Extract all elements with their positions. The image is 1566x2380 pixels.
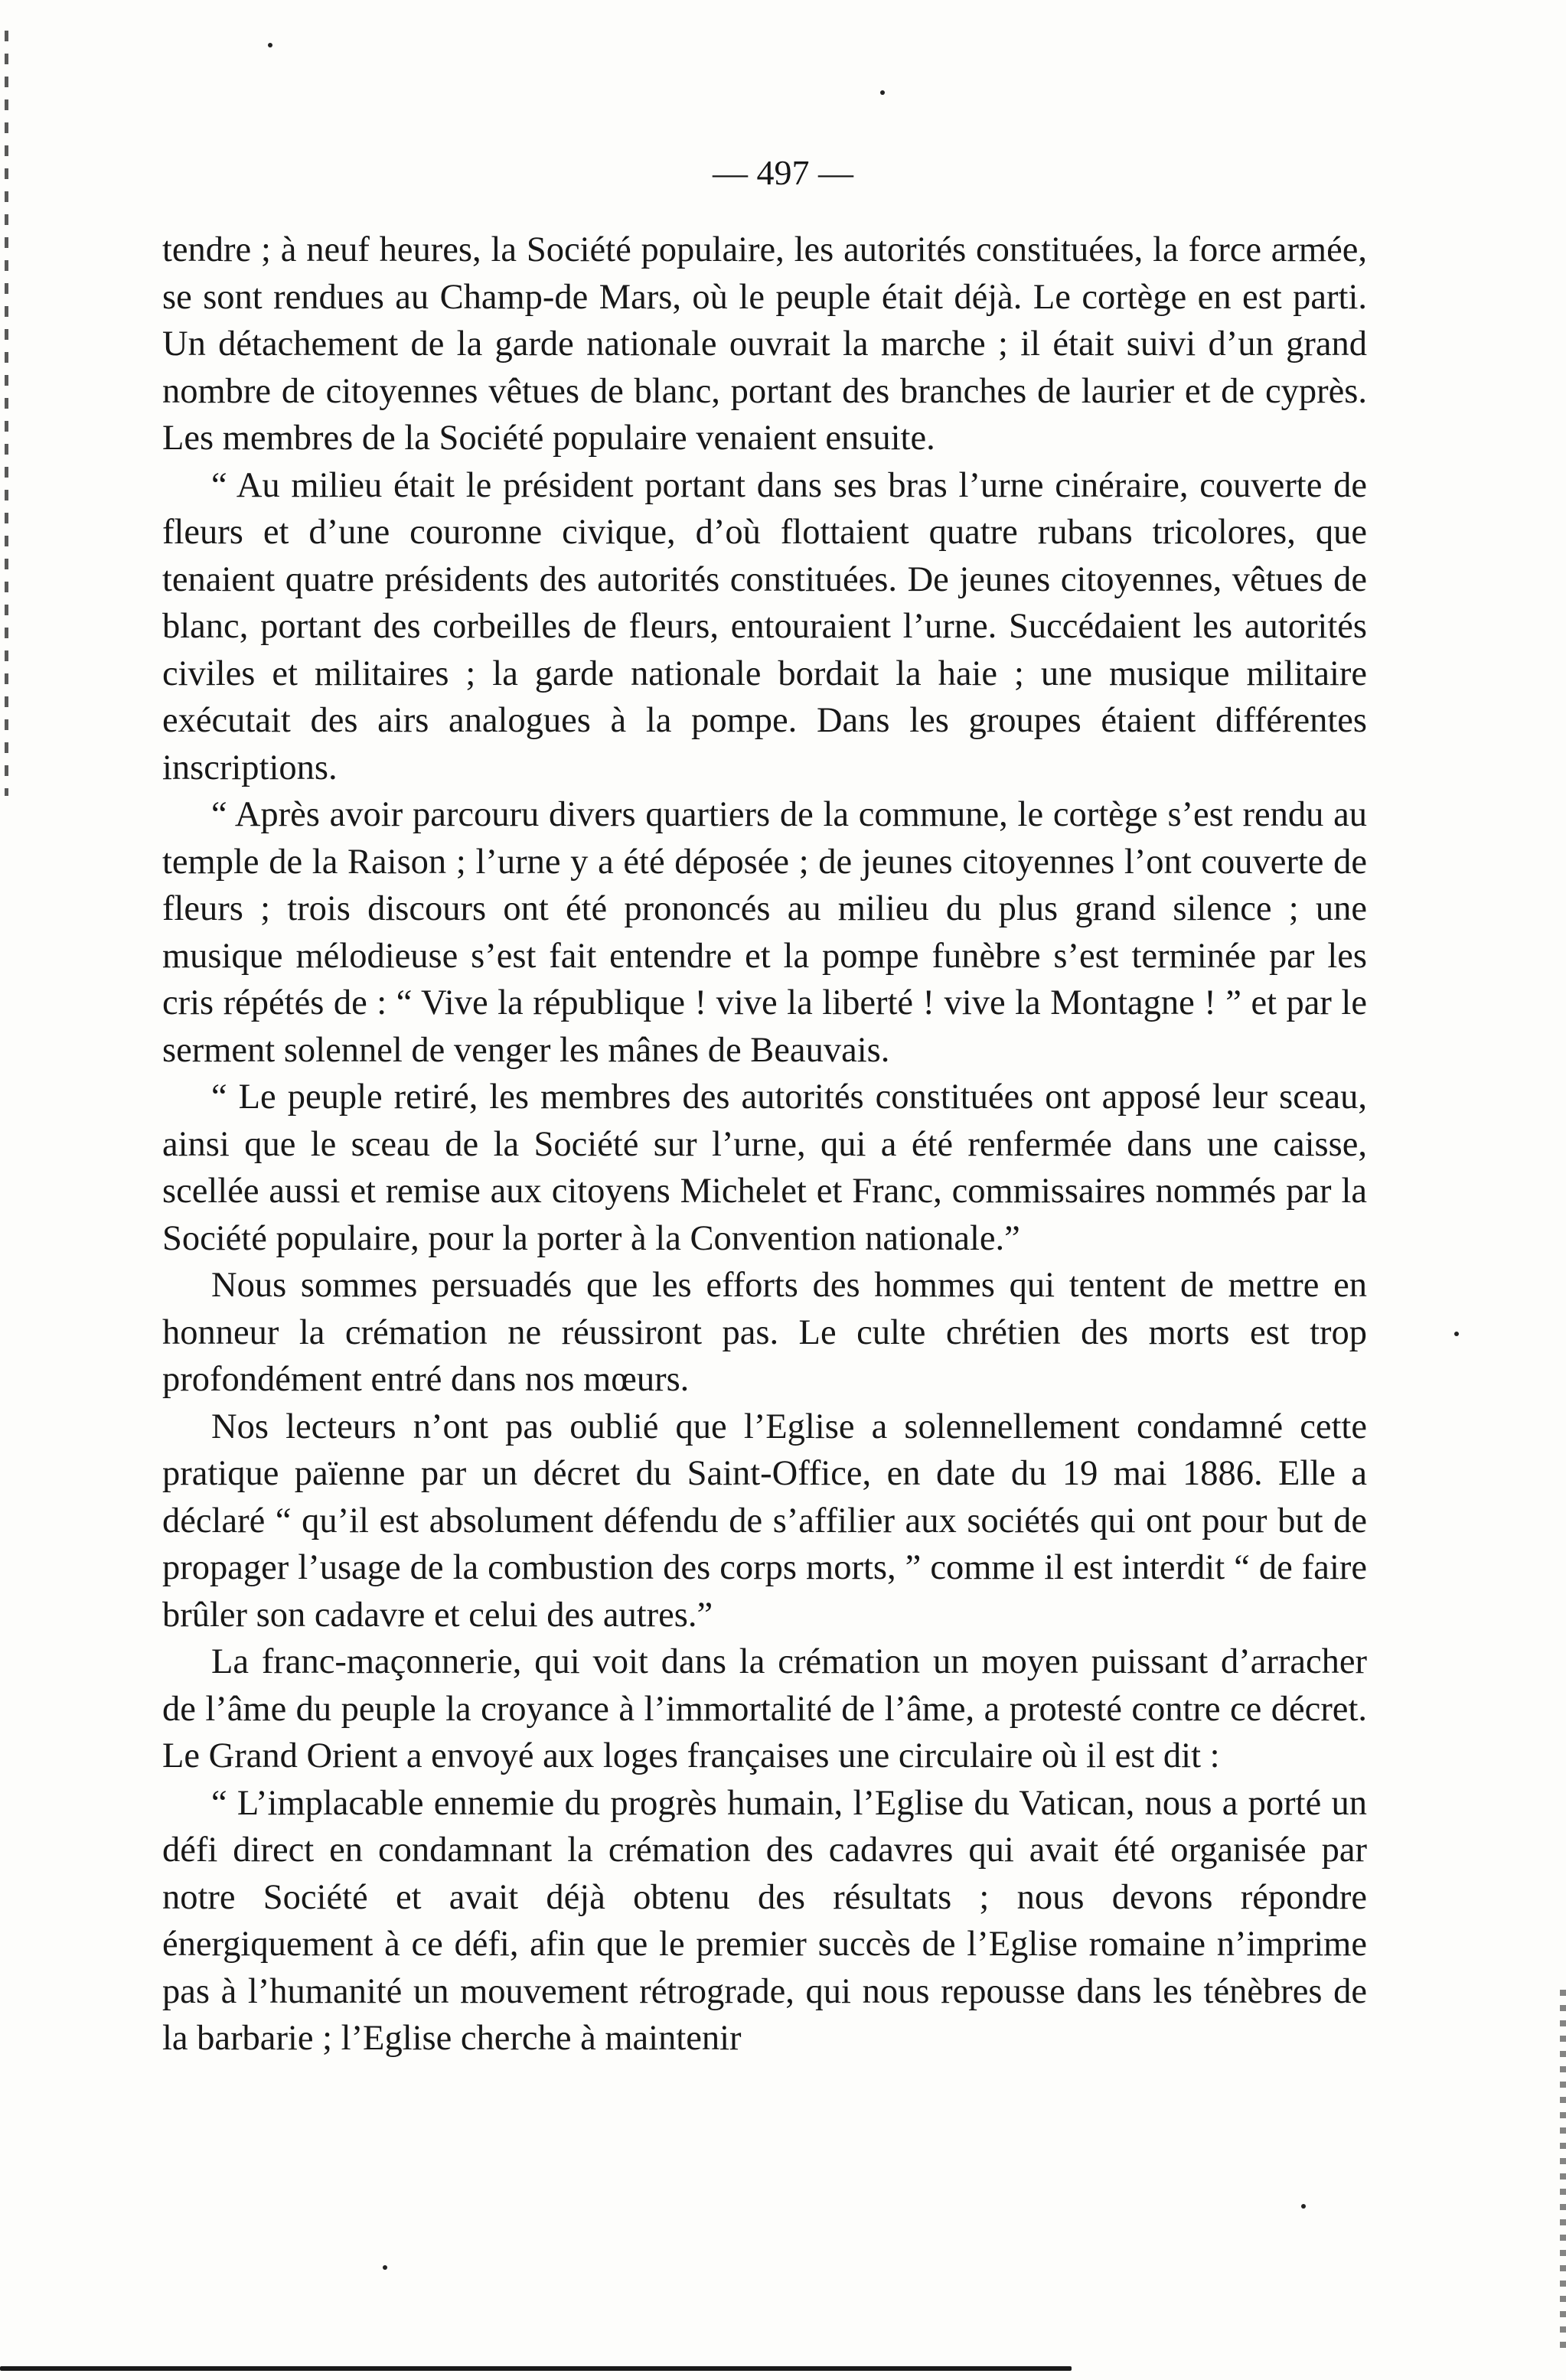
body-text [162, 227, 1367, 2062]
paragraph-8: “ L’implacable ennemie du progrès humain, l’Eglise du Vatican, nous a porté un défi direct en condamnant la crémation des cadavres qui avait été organisée par notre Société et avait déjà obtenu des résultats ; nous devons répondre énergiquement à ce défi, afin que le premier succès de l’Eglise romaine n’imprime pas à l’humanité un mouvement rétrograde, qui nous repousse dans les ténèbres de la barbarie ; l’Eglise cherche à maintenir [162, 1783, 1367, 2058]
paragraph-3: “ Après avoir parcouru divers quartiers de la commune, le cortège s’est rendu au temple de la Raison ; l’urne y a été déposée ; de jeunes citoyennes l’ont couverte de fleurs ; trois discours ont été prononcés au milieu du plus grand silence ; une musique mélodieuse s’est fait entendre et la pompe funèbre s’est terminée par les cris répétés de : “ Vive la république ! vive la liberté ! vive la Montagne ! ” et par le serment solennel de venger les mânes de Beauvais. [162, 795, 1367, 1070]
print-speck [383, 2265, 387, 2270]
page-edge-shadow-left [5, 31, 8, 796]
paragraph-7: La franc-maçonnerie, qui voit dans la crémation un moyen puissant d’arracher de l’âme du peuple la croyance à l’immortalité de l’âme, a protesté contre ce décret. Le Grand Orient a envoyé aux loges françaises une circulaire où il est dit : [162, 1642, 1367, 1775]
print-speck [880, 90, 885, 95]
paragraph-2: “ Au milieu était le président portant dans ses bras l’urne cinéraire, couverte de fleurs et d’une couronne civique, d’où flottaient quatre rubans tricolores, que tenaient quatre présidents des autorités constituées. De jeunes citoyennes, vêtues de blanc, portant des corbeilles de fleurs, entouraient l’urne. Succédaient les autorités civiles et militaires ; la garde nationale bordait la haie ; une musique militaire exécutait des airs analogues à la pompe. Dans les groupes étaient différentes inscriptions. [162, 465, 1367, 787]
paragraph-4: “ Le peuple retiré, les membres des autorités constituées ont apposé leur sceau, ainsi que le sceau de la Société sur l’urne, qui a été renfermée dans une caisse, scellée aussi et remise aux citoyens Michelet et Franc, commissaires nommés par la Société populaire, pour la porter à la Convention nationale.” [162, 1078, 1367, 1258]
bottom-rule [0, 2366, 1072, 2371]
print-speck [1454, 1332, 1459, 1336]
page-edge-shadow-right [1560, 1990, 1566, 2357]
paragraph-6: Nos lecteurs n’ont pas oublié que l’Eglise a solennellement condamné cette pratique païenne par un décret du Saint-Office, en date du 19 mai 1886. Elle a déclaré “ qu’il est absolument défendu de s’affilier aux sociétés qui ont pour but de propager l’usage de la combustion des corps morts, ” comme il est interdit “ de faire brûler son cadavre et celui des autres.” [162, 1407, 1367, 1635]
paragraph-1: tendre ; à neuf heures, la Société populaire, les autorités constituées, la force armée, se sont rendues au Champ-de Mars, où le peuple était déjà. Le cortège en est parti. Un détachement de la garde nationale ouvrait la marche ; il était suivi d’un grand nombre de citoyennes vêtues de blanc, portant des branches de laurier et de cyprès. Les membres de la Société populaire venaient ensuite. [162, 230, 1367, 458]
print-speck [1301, 2204, 1306, 2209]
print-speck [268, 43, 272, 47]
page-number: — 497 — [713, 153, 853, 192]
paragraph-5: Nous sommes persuadés que les efforts des hommes qui tentent de mettre en honneur la crémation ne réussiront pas. Le culte chrétien des morts est trop profondément entré dans nos mœurs. [162, 1266, 1367, 1399]
